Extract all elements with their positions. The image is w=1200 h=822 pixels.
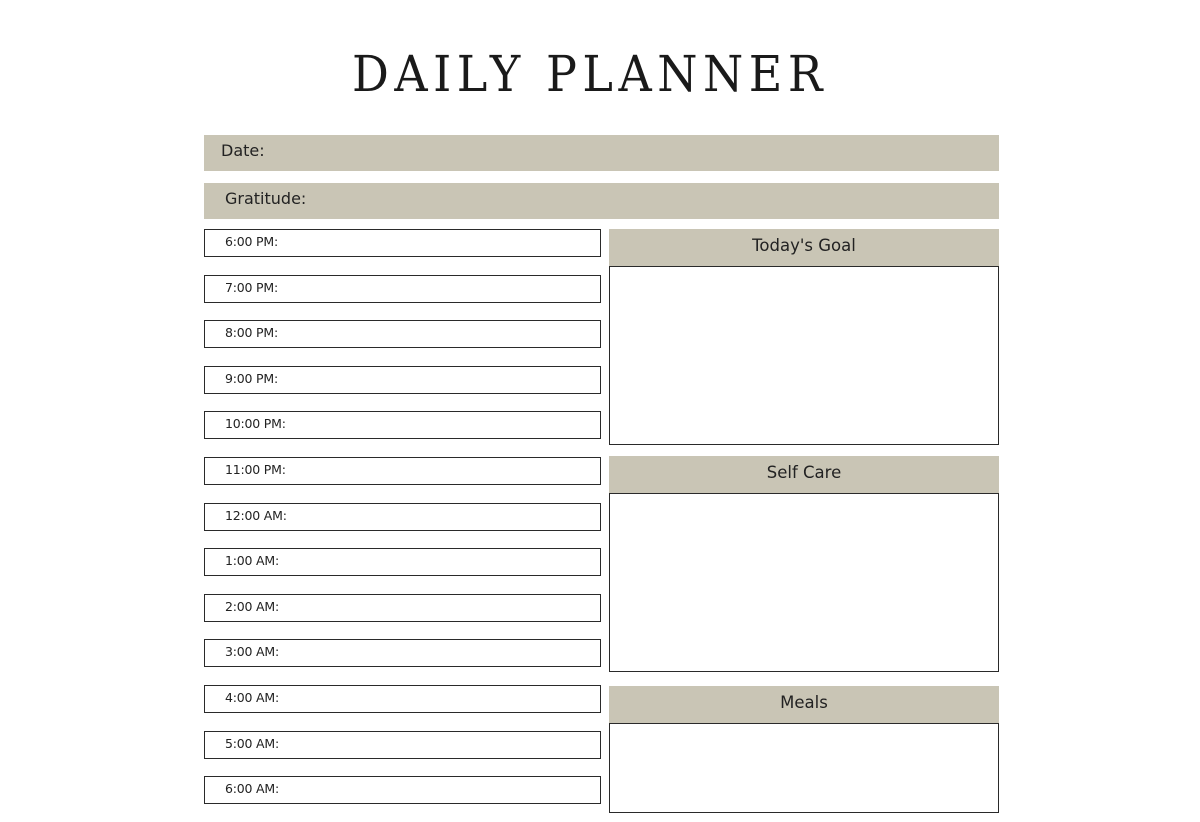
time-slot-8pm[interactable] [204, 320, 601, 348]
time-slot-label: 6:00 PM: [225, 234, 278, 249]
time-slot-4am[interactable] [204, 685, 601, 713]
time-slot-6pm[interactable] [204, 229, 601, 257]
date-field[interactable] [204, 135, 999, 171]
gratitude-field[interactable] [204, 183, 999, 219]
time-slot-label: 9:00 PM: [225, 370, 278, 386]
time-slot-label: 10:00 PM: [225, 416, 286, 432]
time-slot-label: 3:00 AM: [225, 644, 279, 660]
time-slot-7pm[interactable] [204, 275, 601, 303]
self-care-box[interactable] [609, 493, 999, 672]
date-label: Date: [221, 141, 265, 160]
self-care-section [609, 456, 999, 672]
time-slot-11pm[interactable] [204, 457, 601, 485]
todays-goal-box[interactable] [609, 266, 999, 445]
time-slot-label: 6:00 AM: [225, 781, 279, 797]
time-slot-10pm[interactable] [204, 411, 601, 439]
time-slot-label: 1:00 AM: [225, 553, 279, 569]
time-slot-9pm[interactable] [204, 366, 601, 394]
time-slot-5am[interactable] [204, 731, 601, 759]
time-slot-2am[interactable] [204, 594, 601, 622]
hourly-schedule [204, 229, 601, 822]
time-slot-label: 5:00 AM: [225, 735, 279, 751]
gratitude-label: Gratitude: [225, 189, 307, 208]
time-slot-12am[interactable] [204, 503, 601, 531]
time-slot-label: 12:00 AM: [225, 507, 287, 523]
meals-heading: Meals [609, 686, 999, 723]
meals-section [609, 686, 999, 813]
time-slot-1am[interactable] [204, 548, 601, 576]
time-slot-3am[interactable] [204, 639, 601, 667]
time-slot-label: 2:00 AM: [225, 598, 279, 614]
time-slot-label: 8:00 PM: [225, 325, 278, 341]
todays-goal-heading: Today's Goal [609, 229, 999, 266]
page-title: DAILY PLANNER [351, 45, 829, 103]
time-slot-label: 11:00 PM: [225, 461, 286, 477]
time-slot-label: 4:00 AM: [225, 689, 279, 705]
time-slot-label: 7:00 PM: [225, 279, 278, 295]
todays-goal-section [609, 229, 999, 445]
self-care-heading: Self Care [609, 456, 999, 493]
